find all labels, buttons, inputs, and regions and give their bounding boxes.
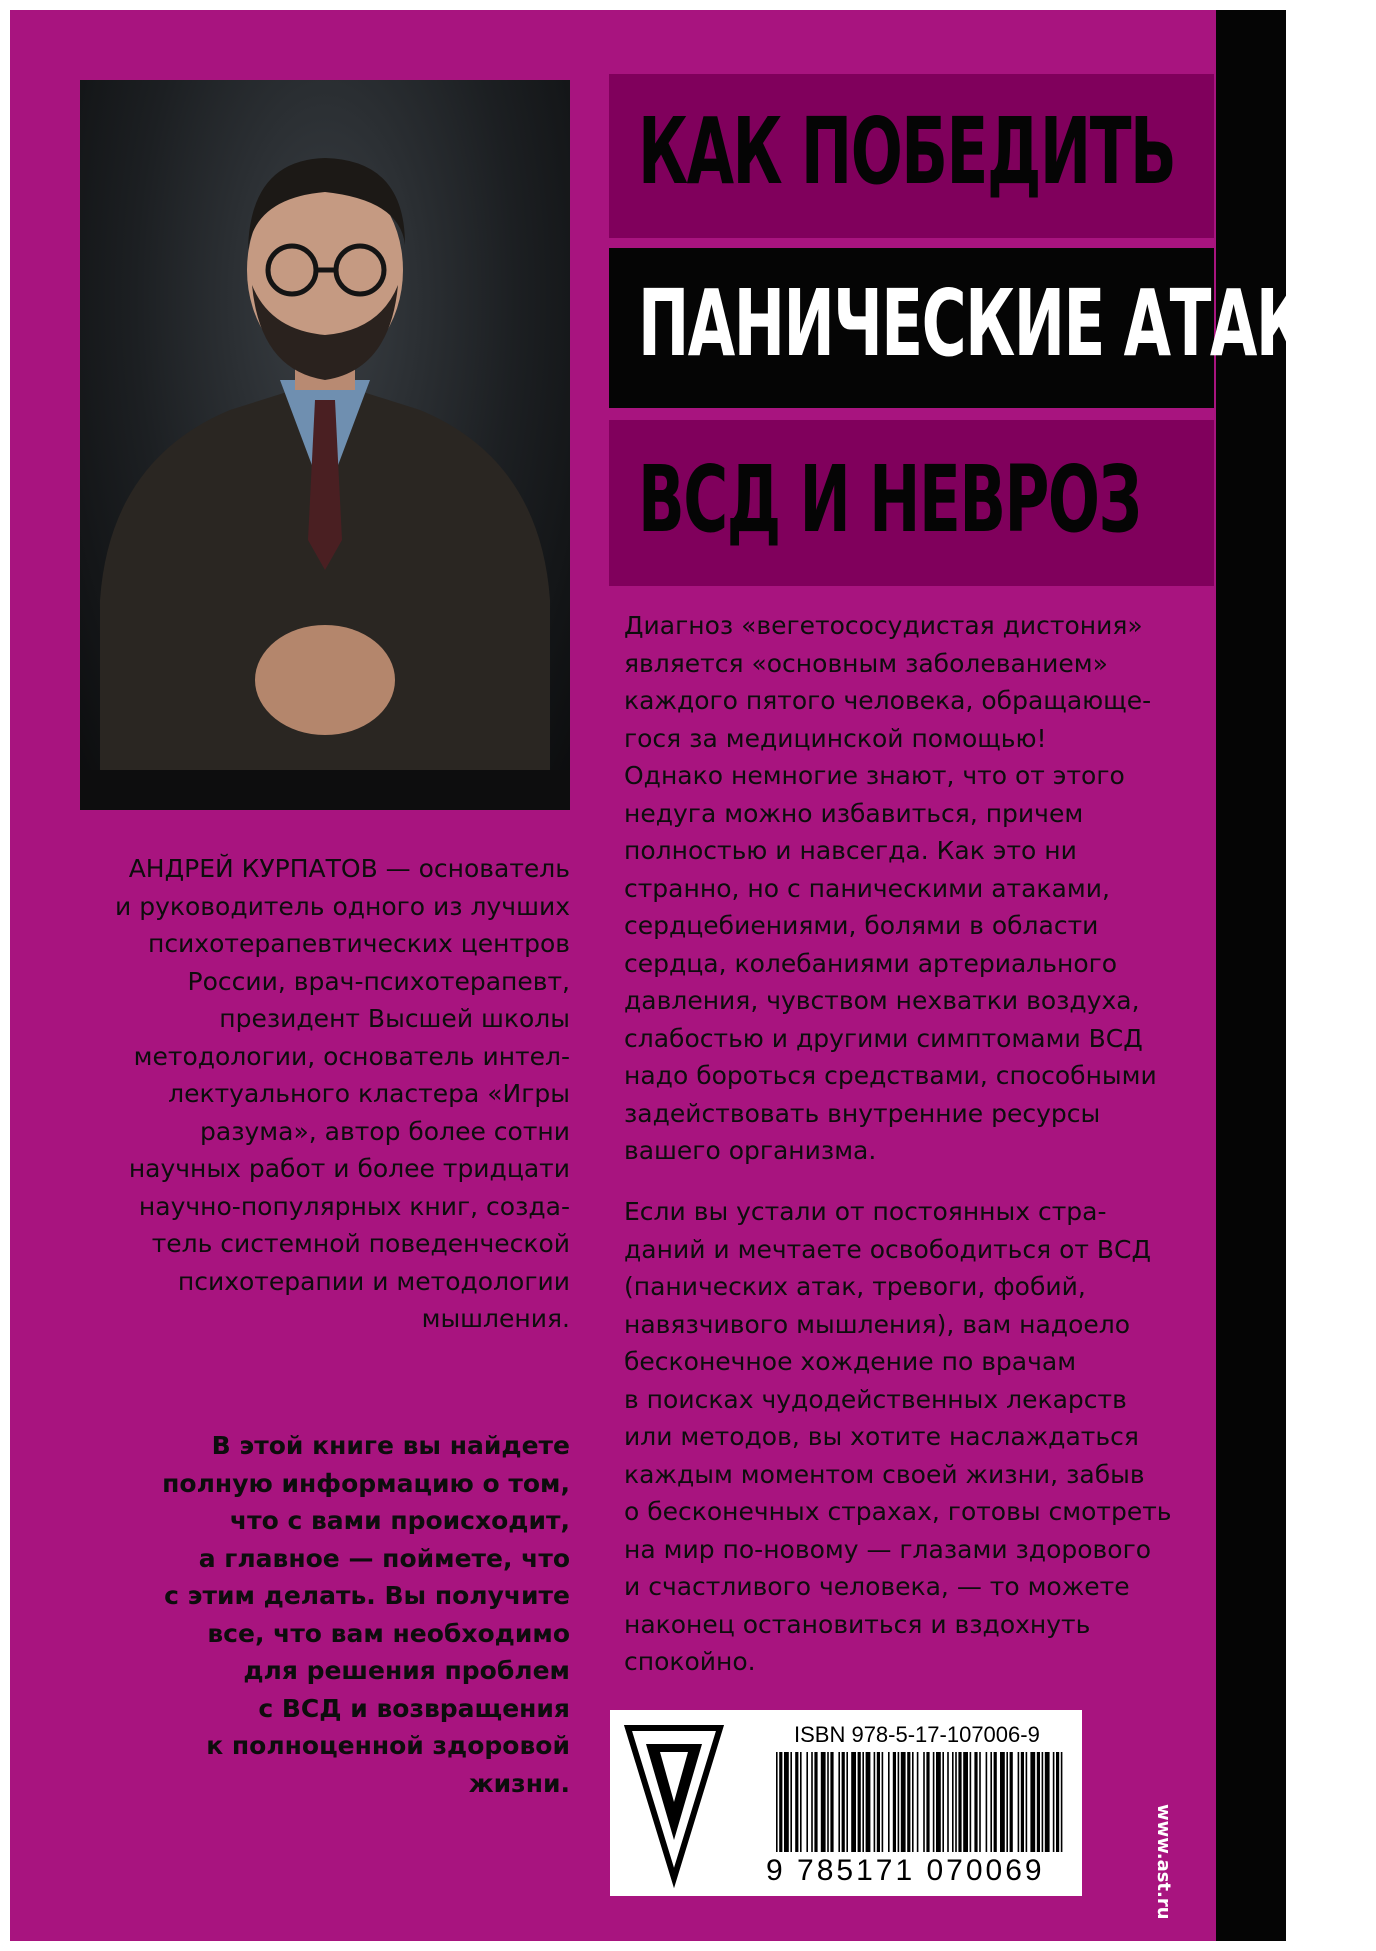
barcode-bar [790,1752,792,1852]
barcode-bar [923,1752,925,1852]
text-line: жизни. [468,1768,570,1798]
text-line: психотерапии и методологии [177,1266,570,1296]
text-line: научных работ и более тридцати [128,1154,570,1183]
text-line: (панических атак, тревоги, фобий, [624,1272,1086,1301]
barcode-bar [851,1752,856,1852]
barcode-bar [990,1752,992,1852]
barcode-bar [811,1752,813,1852]
barcode-bar [912,1752,914,1852]
barcode-bar [830,1752,833,1852]
text-line: навязчивого мышления), вам надоело [624,1309,1131,1339]
text-line: недуга можно избавиться, причем [624,798,1084,828]
text-line: психотерапевтических центров [147,929,570,958]
barcode-bar [1018,1752,1020,1852]
promo-text [80,1427,570,1802]
text-line: каждым моментом своей жизни, забыв [624,1459,1145,1489]
text-line: России, врач-психотерапевт, [187,966,570,996]
barcode-bar [1053,1752,1055,1852]
barcode-bar [1056,1752,1059,1852]
barcode-bar [974,1752,977,1852]
text-line: к полноценной здоровой [206,1731,570,1760]
text-line: задействовать внутренние ресурсы [624,1098,1101,1128]
barcode-bar [1042,1752,1044,1852]
barcode-bar [955,1752,957,1852]
barcode-digits: 9 785171 070069 [766,1854,1045,1887]
barcode-bar [970,1752,972,1852]
author-portrait-illustration [80,80,570,810]
barcode-bars [776,1752,1066,1862]
barcode-panel [610,1710,1082,1896]
text-line: методологии, основатель интел- [133,1041,570,1071]
title-line-3: ВСД И НЕВРОЗ [638,446,1141,553]
text-line: на мир по-новому — глазами здорового [624,1534,1152,1564]
barcode-bar [838,1752,840,1852]
barcode-bar [806,1752,808,1852]
text-line: что с вами происходит, [229,1506,570,1535]
text-line: разума», автор более сотни [200,1116,570,1146]
barcode-bar [784,1752,789,1852]
barcode-bar [936,1752,941,1852]
barcode-bar [1006,1752,1008,1852]
text-line: с этим делать. Вы получите [164,1581,570,1610]
text-line: тель системной поведенческой [151,1229,570,1258]
text-line: Если вы устали от постоянных стра- [624,1197,1107,1226]
barcode-bar [994,1752,997,1852]
title-line-1: КАК ПОБЕДИТЬ [638,98,1176,205]
barcode-bar [1000,1752,1005,1852]
barcode-bar [877,1752,880,1852]
barcode-bar [846,1752,848,1852]
barcode-bar [858,1752,861,1852]
barcode-bar [1045,1752,1050,1852]
text-line: В этой книге вы найдете [211,1431,570,1460]
text-line: о бесконечных страхах, готовы смотреть [624,1497,1172,1526]
text-line: каждого пятого человека, обращающе- [624,686,1152,715]
text-line: лектуального кластера «Игры [168,1079,570,1108]
description-paragraph-2 [624,1193,1214,1681]
text-line: президент Высшей школы [219,1004,570,1033]
barcode-bar [926,1752,929,1852]
barcode-bar [1030,1752,1035,1852]
text-line: надо бороться средствами, способными [624,1061,1157,1090]
barcode-bar [979,1752,981,1852]
text-line: научно-популярных книг, созда- [138,1191,570,1221]
barcode-bar [947,1752,949,1852]
barcode-bar [1061,1752,1063,1852]
text-line: сердца, колебаниями артериального [624,948,1118,978]
barcode-bar [795,1752,798,1852]
text-line: полностью и навсегда. Как это ни [624,836,1077,865]
barcode-bar [933,1752,935,1852]
text-line: является «основным заболеванием» [624,648,1108,678]
text-line: АНДРЕЙ КУРПАТОВ — основатель [128,854,570,883]
text-line: давления, чувством нехватки воздуха, [624,986,1140,1015]
barcode-bar [862,1752,864,1852]
text-line: и счастливого человека, — то можете [624,1572,1130,1601]
barcode-bar [1026,1752,1028,1852]
text-line: а главное — поймете, что [198,1543,570,1573]
text-line: спокойно. [624,1647,756,1676]
text-line: полную информацию о том, [162,1468,570,1498]
text-line: Однако немногие знают, что от этого [624,761,1125,790]
barcode-bar [952,1752,954,1852]
publisher-logo [624,1722,724,1884]
barcode-bar [942,1752,944,1852]
barcode-bar [958,1752,961,1852]
barcode-bar [1021,1752,1024,1852]
barcode-bar [882,1752,884,1852]
text-line: бесконечное хождение по врачам [624,1347,1077,1376]
isbn-label: ISBN 978-5-17-107006-9 [794,1722,1040,1747]
description-paragraph-1 [624,607,1214,1170]
barcode-bar [901,1752,906,1852]
text-line: сердцебиениями, болями в области [624,911,1099,940]
text-line: или методов, вы хотите наслаждаться [624,1422,1139,1451]
text-line: все, что вам необходимо [207,1618,570,1648]
barcode-bar [888,1752,890,1852]
barcode-bar [874,1752,876,1852]
barcode-bar [898,1752,900,1852]
book-back-cover [10,10,1376,1941]
text-line: вашего организма. [624,1136,877,1165]
barcode-bar [779,1752,782,1852]
text-line: и руководитель одного из лучших [115,891,570,921]
text-line: в поисках чудодейственных лекарств [624,1384,1127,1414]
barcode-bar [986,1752,988,1852]
barcode-bar [814,1752,817,1852]
barcode-bar [776,1752,778,1852]
text-line: для решения проблем [243,1656,570,1685]
title-line-2: ПАНИЧЕСКИЕ АТАКИ, [638,270,1376,377]
text-line: слабостью и другими симптомами ВСД [624,1023,1143,1053]
barcode-bar [893,1752,896,1852]
text-line: гося за медицинской помощью! [624,723,1047,753]
text-line: Диагноз «вегетососудистая дистония» [624,611,1143,640]
barcode-bar [1010,1752,1013,1852]
barcode-bar [917,1752,919,1852]
barcode-bar [827,1752,829,1852]
barcode-bar [963,1752,968,1852]
barcode-bar [842,1752,845,1852]
barcode-bar [821,1752,826,1852]
author-bio [80,850,570,1338]
text-line: странно, но с паническими атаками, [624,873,1110,903]
publisher-website: www.ast.ru [1153,1804,1174,1920]
text-line: даний и мечтаете освободиться от ВСД [624,1234,1152,1264]
barcode-bar [800,1752,802,1852]
text-line: мышления. [421,1304,570,1333]
author-photo [80,80,570,810]
barcode-bar [907,1752,910,1852]
barcode-bar [1037,1752,1040,1852]
barcode-bar [866,1752,871,1852]
text-line: наконец остановиться и вздохнуть [624,1609,1091,1639]
text-line: с ВСД и возвращения [258,1693,570,1723]
